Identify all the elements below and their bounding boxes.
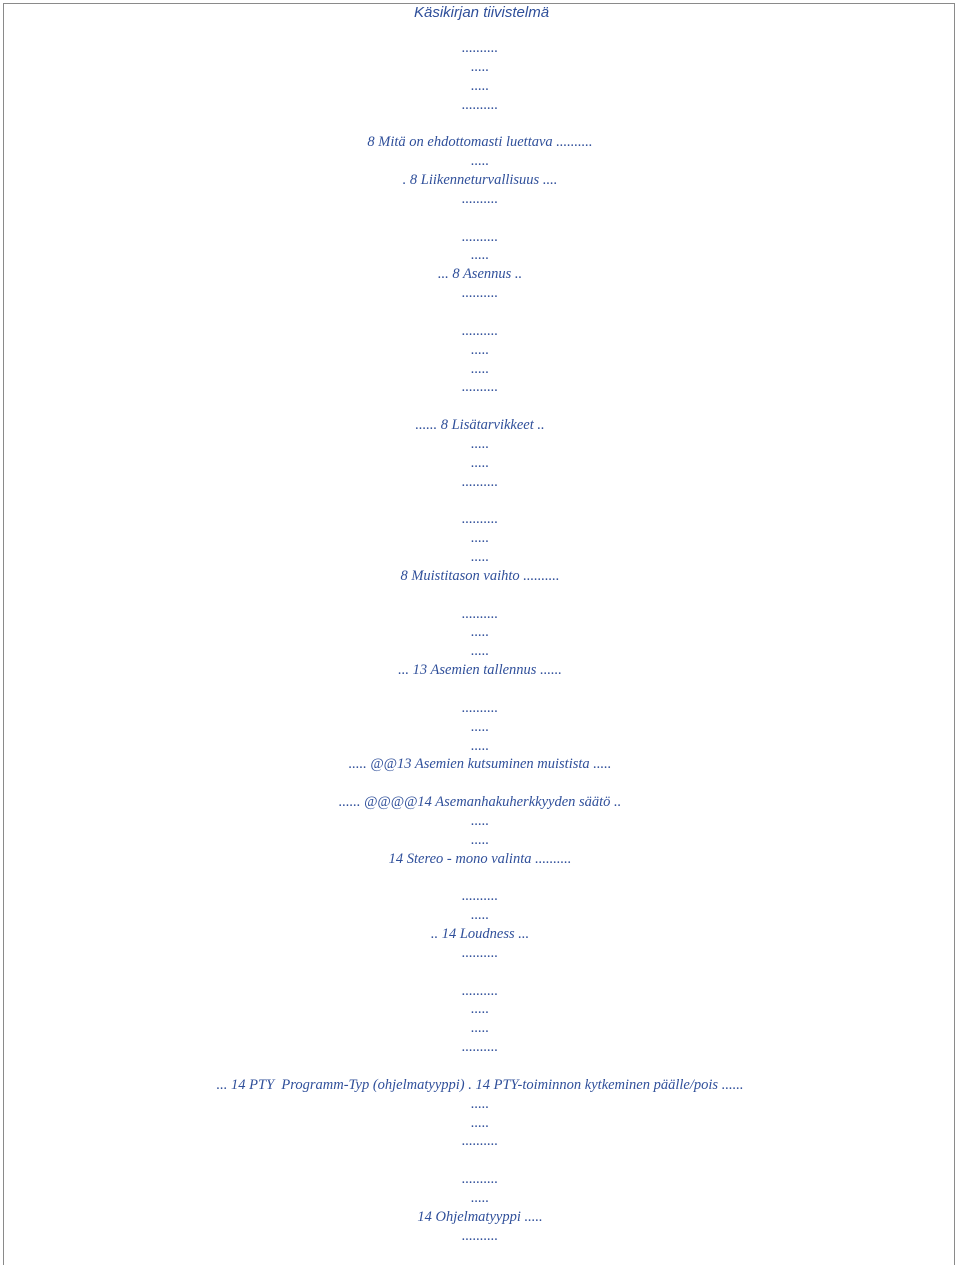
- summary-line: .....: [470, 549, 490, 565]
- summary-line: ..........: [461, 322, 499, 339]
- summary-line: ..........: [461, 1171, 499, 1187]
- summary-line: 8 Muistitason vaihto ..........: [400, 567, 560, 584]
- summary-line: .....: [470, 718, 490, 735]
- summary-line: .....: [470, 812, 490, 829]
- summary-line: .....: [470, 360, 490, 377]
- summary-line: ..........: [461, 699, 499, 716]
- summary-line: ..........: [461, 40, 499, 56]
- summary-line: .....: [470, 247, 490, 264]
- summary-line: .....: [470, 1189, 490, 1206]
- summary-line: ... 13 Asemien tallennus ......: [398, 662, 562, 679]
- summary-line: .....: [470, 153, 490, 170]
- summary-line: ..........: [461, 511, 499, 528]
- summary-line: .....: [470, 454, 490, 471]
- summary-line: ..........: [461, 285, 499, 302]
- summary-line: ... 8 Asennus ..: [437, 266, 523, 283]
- summary-line: 8 Mitä on ehdottomasti luettava ..........: [367, 134, 593, 151]
- summary-line: ..... @@13 Asemien kutsuminen muistista .....: [348, 756, 612, 773]
- summary-line: .....: [470, 907, 490, 924]
- summary-line: ..........: [461, 228, 499, 245]
- summary-line: 14 Stereo - mono valinta ..........: [388, 850, 572, 867]
- summary-line: .....: [470, 58, 490, 75]
- summary-line: ..........: [461, 473, 499, 490]
- summary-line: ...... @@@@14 Asemanhakuherkkyyden säätö ..: [338, 794, 622, 810]
- summary-line: ..........: [461, 982, 499, 999]
- summary-line: .....: [470, 1095, 490, 1112]
- summary-line: .....: [470, 831, 490, 848]
- summary-line: ... 14 PTY Programm-Typ (ohjelmatyyppi) . 14 PTY-toiminnon kytkeminen päälle/pois ......: [216, 1076, 744, 1093]
- summary-line: ..........: [461, 888, 499, 905]
- summary-line: .....: [470, 1114, 490, 1131]
- summary-line: .....: [470, 77, 490, 94]
- summary-line: .....: [470, 1001, 490, 1018]
- summary-line: ...... 8 Lisätarvikkeet ..: [415, 417, 545, 433]
- summary-line: .....: [470, 1020, 490, 1037]
- summary-line: 14 Ohjelmatyyppi .....: [417, 1208, 543, 1225]
- summary-line: .....: [470, 624, 490, 641]
- summary-line: ..........: [461, 1133, 499, 1150]
- summary-line: ..........: [461, 379, 499, 396]
- summary-line: .. 14 Loudness ...: [430, 926, 530, 942]
- summary-line: .....: [470, 341, 490, 358]
- summary-line: .....: [470, 737, 490, 754]
- summary-line: .....: [470, 530, 490, 547]
- summary-line: ..........: [461, 605, 499, 622]
- summary-line: ..........: [461, 96, 499, 113]
- summary-line: ..........: [461, 944, 499, 961]
- summary-line: .....: [470, 643, 490, 660]
- summary-line: . 8 Liikenneturvallisuus ....: [402, 172, 558, 188]
- summary-line: ..........: [461, 1039, 499, 1056]
- summary-line: ..........: [461, 1227, 499, 1244]
- summary-line: .....: [470, 435, 490, 452]
- summary-line: ..........: [461, 190, 499, 207]
- document-title: Käsikirjan tiivistelmä: [414, 4, 550, 21]
